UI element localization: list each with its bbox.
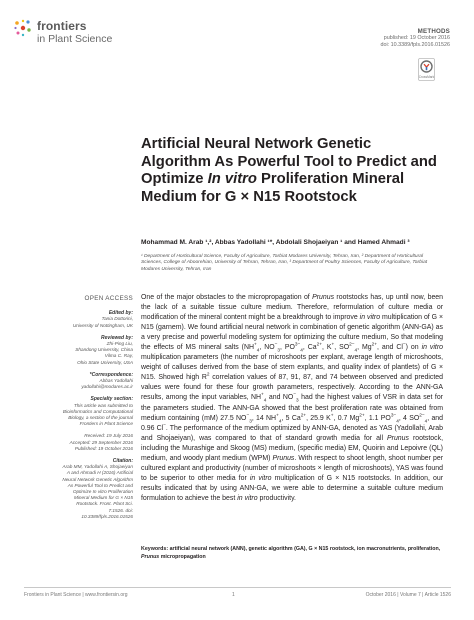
- keywords-italic: Prunus: [141, 554, 160, 560]
- crossmark-label: CrossMark: [418, 75, 435, 79]
- correspondent-name: Abbas Yadollahi: [99, 378, 133, 384]
- published-date-sidebar: Published: 19 October 2016: [74, 445, 133, 451]
- reviewer-affiliation: Ohio State University, USA: [77, 359, 133, 365]
- reviewed-by-label: Reviewed by:: [101, 334, 133, 341]
- correspondence-label: *Correspondence:: [89, 371, 133, 378]
- received-date: Received: 19 July 2016: [84, 433, 133, 439]
- title-text-2: Proliferation Mineral Medium for G × N15 Rootstock: [141, 171, 405, 205]
- article-meta: [380, 28, 450, 49]
- abstract: [141, 293, 443, 504]
- title-italic: In vitro: [207, 171, 257, 188]
- accepted-date: Accepted: 29 September 2016: [69, 439, 133, 445]
- title-text-1: Artificial Neural Network Genetic Algorithm As Powerful Tool to Predict and Optimize: [141, 136, 437, 188]
- editor-affiliation: University of Nottingham, UK: [72, 322, 133, 328]
- specialty-section-text: This article was submitted to Bioinformatics and Computational Biology, a section of the journal Frontiers in Plant Science: [62, 402, 133, 427]
- crossmark-icon[interactable]: [418, 58, 435, 81]
- correspondent-email[interactable]: yadollahi@modares.ac.ir: [81, 384, 133, 390]
- affiliations: ¹ Department of Horticultural Science, Faculty of Agriculture, Tarbiat Modares University, Tehran, Iran, ² Department of Horticultural Sciences, College of Aboorehian, University of Tehran, Tehran, Iran, ³ Department of Poultry Sciences, Faculty of Agriculture, Tarbiat Modares University, Tehran, Iran: [141, 254, 428, 272]
- reviewer-name: Vilma C. Ray,: [104, 353, 133, 359]
- specialty-section-label: Specialty section:: [90, 396, 133, 403]
- article-title: [141, 136, 441, 206]
- open-access-label: OPEN ACCESS: [84, 295, 133, 302]
- footer-journal-link[interactable]: Frontiers in Plant Science | www.frontiersin.org: [24, 592, 128, 598]
- page-number: 1: [232, 592, 235, 598]
- journal-brand: frontiers: [37, 19, 87, 33]
- keywords: [141, 545, 443, 561]
- citation-label: Citation:: [112, 458, 133, 465]
- reviewer-name: Zhi-Ping Liu,: [106, 341, 133, 347]
- author-list: Mohammad M. Arab ¹,², Abbas Yadollahi ¹*, Abdolali Shojaeiyan ¹ and Hamed Ahmadi ³: [141, 239, 410, 246]
- reviewer-affiliation: Shandong University, China: [75, 347, 133, 353]
- doi-link[interactable]: doi: 10.3389/fpls.2016.01526: [380, 42, 450, 48]
- frontiers-logo-icon: [13, 18, 33, 38]
- keywords-text-2: micropropagation: [159, 554, 206, 560]
- published-date: published: 19 October 2016: [383, 35, 450, 41]
- journal-logo[interactable]: [13, 16, 143, 56]
- footer-divider: [24, 587, 451, 588]
- journal-subtitle: in Plant Science: [37, 33, 113, 45]
- footer-issue-info: October 2016 | Volume 7 | Article 1526: [365, 592, 451, 598]
- article-info-sidebar: [60, 296, 133, 520]
- article-type: METHODS: [417, 28, 450, 35]
- edited-by-label: Edited by:: [108, 310, 133, 317]
- keywords-label: Keywords:: [141, 546, 169, 552]
- keywords-text: artificial neural network (ANN), genetic algorithm (GA), G × N15 rootstock, ion macronutrients, proliferation,: [168, 546, 441, 552]
- editor-name: Tania Dottorini,: [101, 316, 133, 322]
- abstract-paragraph: One of the major obstacles to the micropropagation of Prunus rootstocks has, up until now, been the lack of a suitable tissue culture medium. Therefore, reformulation of culture media or modification of the mineral content might be a breakthrough to improve in vitro multiplication of G × N15 (garnem). We found artificial neural network in combination of genetic algorithm (ANN-GA) as a very precise and powerful modeling system for optimizing the culture medium, So that modeling the effects of MS mineral salts ($NH^+_4$, $NO^-_3$, $PO^{3-}_4$, $Ca^{2+}$, K+, $SO^{2-}_4$, $Mg^{2+}$, and Cl−) on in vitro multiplication parameters (the number of microshoots per explant, average length of microshoots, weight of calluses derived from the base of stem explants, and quality index of plantlets) of G × N15. Showed high $R^2$ correlation values of 87, 91, 87, and 74 between observed and predicted values were found for these four growth parameters, respectively. According to the ANN-GA results, among the input variables, $NH^+_4$ and $NO^-_3$ had the highest values of VSR in data set for the parameters studied. The ANN-GA showed that the best proliferation rate was obtained from medium containing (mM) 27.5 $NO^-_3$, 14 $NH^+_4$, 5 $Ca^{2+}$, 25.9 K+, 0.7 $Mg^{2+}$, 1.1 $PO^{3-}_4$, 4 $SO^{2-}_4$, and 0.96 Cl−. The performance of the medium optimized by ANN-GA, denoted as YAS (Yadollahi, Arab and Shojaeiyan), was compared to that of standard growth media for all Prunus rootstock, including the Murashige and Skoog (MS) medium, (specific media) EM, Quoirin and Lepoivre (QL) medium, and woody plant medium (WPM) Prunus. With respect to shoot length, shoot number per cultured explant and productivity (number of microshoots × length of microshoots), YAS was found to be superior to other media for in vitro multiplication of G × N15 rootstocks. In addition, our results indicated that by using ANN-GA, we were able to determine a suitable culture medium formulation to achieve the best in vitro productivity.: [141, 294, 444, 502]
- citation-text: Arab MM, Yadollahi A, Shojaeiyan A and Ahmadi H (2016) Artificial Neural Network Genetic Algorithm As Powerful Tool to Predict and Optimize In vitro Proliferation Mineral Medium for G × N15 Rootstock. Front. Plant Sci. 7:1526. doi: 10.3389/fpls.2016.01526: [62, 464, 133, 519]
